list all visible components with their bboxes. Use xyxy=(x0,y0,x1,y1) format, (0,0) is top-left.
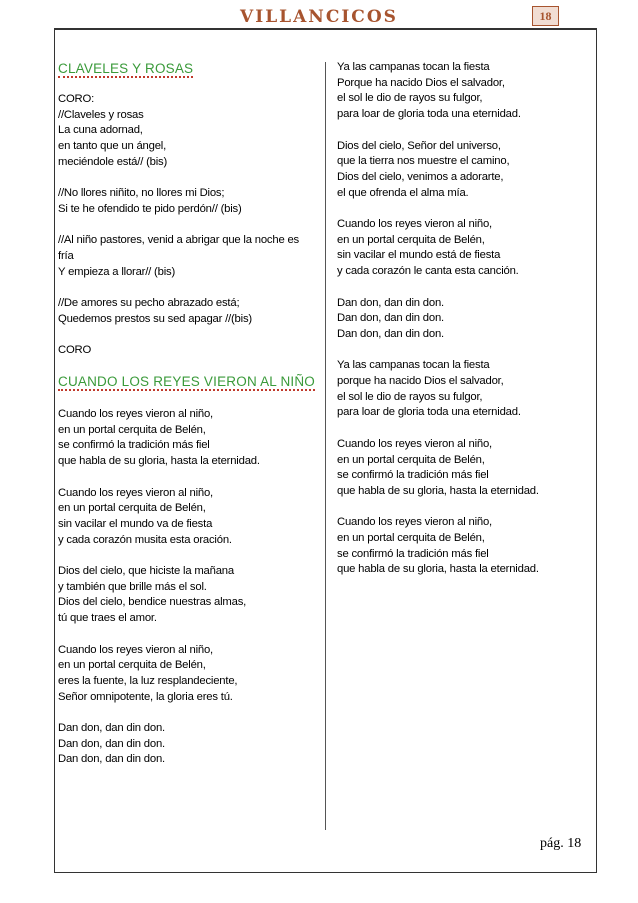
lyric-line: en un portal cerquita de Belén, xyxy=(337,453,485,466)
lyric-line: Dan don, dan din don. xyxy=(58,737,165,750)
lyric-line: y también que brille más el sol. xyxy=(58,580,207,593)
lyric-line: Cuando los reyes vieron al niño, xyxy=(337,218,492,230)
lyric-line: //Claveles y rosas xyxy=(58,108,144,121)
lyric-line: //Al niño pastores, venid a abrigar que la noche es xyxy=(58,234,300,247)
lyric-line: que habla de su gloria, hasta la eternidad. xyxy=(58,455,260,468)
lyric-line: en un portal cerquita de Belén, xyxy=(58,423,206,436)
lyric-line: Dan don, dan din don. xyxy=(337,327,444,340)
lyric-line: Cuando los reyes vieron al niño, xyxy=(58,408,213,420)
lyric-line: Ya las campanas tocan la fiesta xyxy=(337,359,490,372)
lyric-line: Dios del cielo, venimos a adorarte, xyxy=(337,170,504,183)
lyric-line: Dios del cielo, bendice nuestras almas, xyxy=(58,596,247,609)
footer-page-number: pág. 18 xyxy=(540,836,582,851)
lyric-line: eres la fuente, la luz resplandeciente, xyxy=(58,674,238,687)
lyric-line: Y empieza a llorar// (bis) xyxy=(58,265,176,278)
lyric-line: en un portal cerquita de Belén, xyxy=(58,659,206,672)
lyric-line: //No llores niñito, no llores mi Dios; xyxy=(58,187,225,200)
lyric-line: y cada corazón musita esta oración. xyxy=(58,533,232,546)
lyric-line: para loar de gloria toda una eternidad. xyxy=(337,108,521,121)
lyric-line: Ya las campanas tocan la fiesta xyxy=(337,61,490,73)
lyric-line: y cada corazón le canta esta canción. xyxy=(337,265,519,278)
header-title: VILLANCICOS xyxy=(240,7,398,27)
lyric-line: el sol le dio de rayos su fulgor, xyxy=(337,92,483,105)
lyric-line: Dios del cielo, Señor del universo, xyxy=(337,139,501,152)
lyric-line: sin vacilar el mundo está de fiesta xyxy=(337,249,501,262)
lyric-line: Porque ha nacido Dios el salvador, xyxy=(337,76,505,89)
lyric-line: Dan don, dan din don. xyxy=(337,296,444,309)
lyric-line: Dan don, dan din don. xyxy=(58,753,165,766)
lyric-line: se confirmó la tradición más fiel xyxy=(337,547,489,560)
frame-top-rule xyxy=(54,28,597,30)
lyric-line: Señor omnipotente, la gloria eres tú. xyxy=(58,690,233,703)
lyric-line: que habla de su gloria, hasta la eternidad. xyxy=(337,484,539,497)
song-title-reyes: CUANDO LOS REYES VIERON AL NIÑO xyxy=(58,374,316,389)
page-number-badge: 18 xyxy=(532,6,559,26)
lyric-line: Cuando los reyes vieron al niño, xyxy=(337,516,492,529)
lyric-line: tú que traes el amor. xyxy=(58,612,157,625)
column-divider xyxy=(325,62,326,830)
lyric-line: se confirmó la tradición más fiel xyxy=(58,439,210,452)
lyric-line: Cuando los reyes vieron al niño, xyxy=(58,643,213,656)
lyric-line: que habla de su gloria, hasta la eternidad. xyxy=(337,563,539,576)
lyric-line: en un portal cerquita de Belén, xyxy=(337,233,485,246)
lyric-line: se confirmó la tradición más fiel xyxy=(337,469,489,482)
lyric-line: meciéndole está// (bis) xyxy=(58,155,168,168)
lyric-line: CORO xyxy=(58,344,92,357)
lyric-line: Cuando los reyes vieron al niño, xyxy=(337,437,492,450)
lyric-line: La cuna adornad, xyxy=(58,124,143,137)
lyric-line: Dios del cielo, que hiciste la mañana xyxy=(58,565,234,577)
lyric-line: Dan don, dan din don. xyxy=(58,722,165,734)
lyric-line: CORO: xyxy=(58,93,95,105)
lyric-line: en tanto que un ángel, xyxy=(58,140,167,153)
lyric-line: el que ofrenda el alma mía. xyxy=(337,186,469,199)
lyric-line: fría xyxy=(58,250,74,262)
lyric-line: sin vacilar el mundo va de fiesta xyxy=(58,517,213,530)
lyric-line: //De amores su pecho abrazado está; xyxy=(58,297,240,310)
lyric-line: para loar de gloria toda una eternidad. xyxy=(337,406,521,419)
lyric-line: Si te he ofendido te pido perdón// (bis) xyxy=(58,202,242,215)
lyric-line: en un portal cerquita de Belén, xyxy=(337,532,485,544)
lyric-line: Dan don, dan din don. xyxy=(337,312,444,325)
song-title-claveles: CLAVELES Y ROSAS xyxy=(58,61,194,76)
lyric-line: que la tierra nos muestre el camino, xyxy=(337,155,510,168)
lyric-line: el sol le dio de rayos su fulgor, xyxy=(337,390,483,403)
lyric-line: porque ha nacido Dios el salvador, xyxy=(337,375,504,387)
lyric-line: en un portal cerquita de Belén, xyxy=(58,502,206,515)
lyric-line: Quedemos prestos su sed apagar //(bis) xyxy=(58,312,252,325)
lyric-line: Cuando los reyes vieron al niño, xyxy=(58,486,213,499)
